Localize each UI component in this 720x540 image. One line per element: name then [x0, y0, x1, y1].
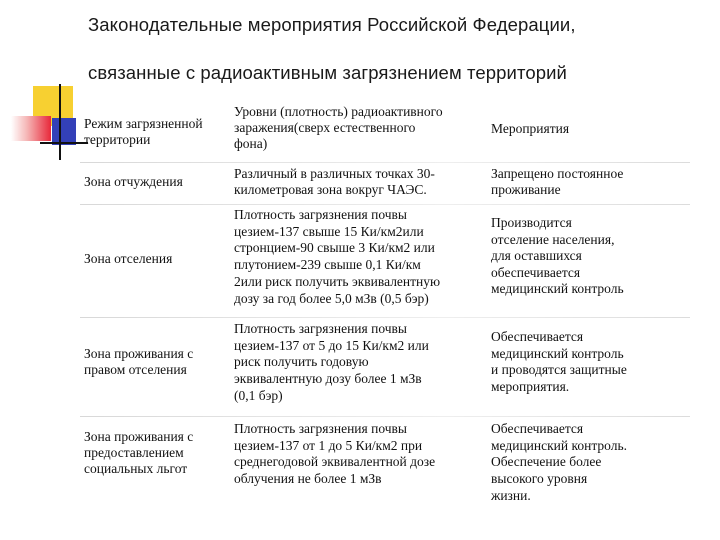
zone-levels: Плотность загрязнения почвы цезием-137 свыше 15 Ки/км2или стронцием-90 свыше 3 Ки/км2 или плутонием-239 свыше 0,1 Ки/км 2или риск получить эквивалентную дозу за год более 5,0 мЗв (0,5 бэр)	[234, 207, 441, 306]
table-row-divider	[80, 162, 690, 163]
zone-name: Зона проживания с правом отселения	[84, 346, 194, 377]
zone-name: Зона проживания с предоставлением социальных льгот	[84, 429, 194, 476]
table-row	[80, 421, 690, 505]
table-row-divider	[80, 317, 690, 318]
zone-name: Зона отчуждения	[84, 174, 183, 189]
zone-measures: Обеспечивается медицинский контроль. Обеспечение более высокого уровня жизни.	[491, 421, 628, 503]
header-levels: Уровни (плотность) радиоактивного заражения(сверх естественного фона)	[234, 104, 443, 151]
red-square-shape	[11, 116, 51, 141]
header-measures: Мероприятия	[491, 121, 570, 136]
table-header-row	[80, 104, 690, 160]
vertical-line-shape	[59, 84, 61, 160]
table-row	[80, 321, 690, 411]
slide-title-line-1: Законодательные мероприятия Российской Федерации,	[88, 14, 576, 35]
blue-square-shape	[52, 118, 76, 145]
zone-measures: Производится отселение населения, для оставшихся обеспечивается медицинский контроль	[491, 215, 624, 296]
zone-name: Зона отселения	[84, 251, 173, 266]
zone-measures: Обеспечивается медицинский контроль и проводятся защитные мероприятия.	[491, 329, 627, 394]
table-row-divider	[80, 416, 690, 417]
zone-measures: Запрещено постоянное проживание	[491, 166, 624, 197]
header-regime: Режим загрязненной территории	[84, 116, 203, 147]
zone-levels: Плотность загрязнения почвы цезием-137 от 1 до 5 Ки/км2 при среднегодовой эквивалентной дозе облучения не более 1 мЗв	[234, 421, 436, 487]
table-row	[80, 207, 690, 313]
zone-levels: Различный в различных точках 30- километровая зона вокруг ЧАЭС.	[234, 166, 435, 197]
zone-levels: Плотность загрязнения почвы цезием-137 от 5 до 15 Ки/км2 или риск получить годовую эквивалентную дозу более 1 мЗв (0,1 бэр)	[234, 321, 429, 403]
table-row-divider	[80, 204, 690, 205]
slide-title-line-2: связанные с радиоактивным загрязнением территорий	[88, 62, 567, 83]
table-row	[80, 166, 690, 202]
